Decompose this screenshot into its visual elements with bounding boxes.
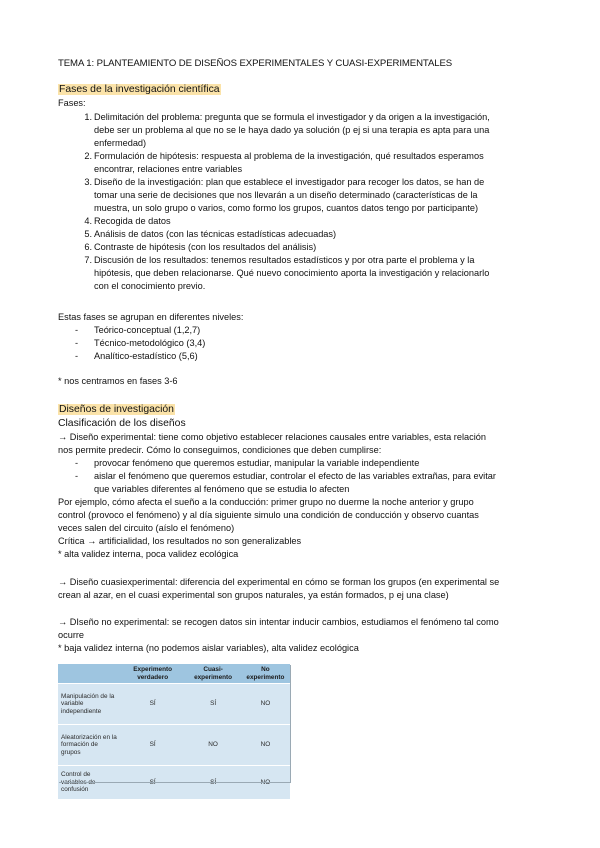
- condition-item: provocar fenómeno que queremos estudiar, manipular la variable independiente: [94, 458, 420, 468]
- table-cell: SÍ: [120, 766, 185, 800]
- list-item-line: Formulación de hipótesis: respuesta al problema de la investigación, qué resultados esperamos: [94, 151, 484, 161]
- list-item-line: Discusión de los resultados: tenemos resultados estadísticos y por otra parte el problema y la: [94, 255, 475, 265]
- list-item-line: Recogida de datos: [94, 216, 171, 226]
- table-row: [58, 725, 290, 766]
- row-label: Aleatorización en la formación de grupos: [58, 725, 120, 766]
- table-cell: NO: [241, 766, 290, 800]
- table-cell: SÍ: [120, 725, 185, 766]
- validity-note: * alta validez interna, poca validez ecológica: [58, 549, 239, 559]
- table-cell: NO: [241, 725, 290, 766]
- list-item-line: enfermedad): [94, 138, 147, 148]
- list-number: 5.: [84, 229, 92, 239]
- row-label: Manipulación de la variable independiente: [58, 684, 120, 725]
- highlighted-heading: Fases de la investigación científica: [59, 84, 220, 95]
- level-item: Teórico-conceptual (1,2,7): [94, 325, 201, 335]
- list-item-line: debe ser un problema al que no se le haya dado ya solución (p ej si una terapia es apta para una: [94, 125, 490, 135]
- table-cell: SÍ: [120, 684, 185, 725]
- table-cell: NO: [241, 684, 290, 725]
- list-item-line: Contraste de hipótesis (con los resultados del análisis): [94, 242, 317, 252]
- list-number: 7.: [84, 255, 92, 265]
- note-phases: * nos centramos en fases 3-6: [58, 376, 178, 386]
- condition-item: aislar el fenómeno que queremos estudiar, controlar el efecto de las variables extrañas, para evitar: [94, 471, 496, 481]
- list-item-line: con el conocimiento previo.: [94, 281, 206, 291]
- experimental-design-text: nos permite predecir. Cómo lo conseguimos, condiciones que deben cumplirse:: [58, 445, 382, 455]
- list-item-line: Diseño de la investigación: plan que establece el investigador para recoger los datos, se han de: [94, 177, 485, 187]
- validity-note: * baja validez interna (no podemos aislar variables), alta validez ecológica: [58, 643, 359, 653]
- list-item-line: encontrar, relaciones entre variables: [94, 164, 243, 174]
- bullet-dash: -: [75, 471, 79, 481]
- bullet-dash: -: [75, 338, 79, 348]
- section-heading-fases: [58, 83, 221, 96]
- table-header-cell: Experimento verdadero: [120, 664, 185, 684]
- row-label: Control de variables de confusión: [58, 766, 120, 800]
- condition-item: que variables diferentes al fenómeno que se estudia lo afecten: [94, 484, 350, 494]
- nonexp-design-text: → DIseño no experimental: se recogen datos sin intentar inducir cambios, estudiamos el fenómeno tal como: [58, 617, 499, 627]
- table-row: [58, 766, 290, 800]
- table-header-row: [58, 664, 290, 684]
- list-number: 4.: [84, 216, 92, 226]
- fases-intro: Fases:: [58, 98, 86, 108]
- example-text: Por ejemplo, cómo afecta el sueño a la conducción: primer grupo no duerme la noche anterior y grupo: [58, 497, 474, 507]
- quasi-design-text: → Diseño cuasiexperimental: diferencia del experimental en cómo se forman los grupos (en experimental se: [58, 577, 500, 587]
- section-heading-disenos: [58, 403, 175, 416]
- example-text: veces salen del circuito (aíslo el fenómeno): [58, 523, 235, 533]
- list-number: 2.: [84, 151, 92, 161]
- list-number: 1.: [84, 112, 92, 122]
- list-item-line: Análisis de datos (con las técnicas estadísticas adecuadas): [94, 229, 337, 239]
- table-row: [58, 684, 290, 725]
- document-title: TEMA 1: PLANTEAMIENTO DE DISEÑOS EXPERIMENTALES Y CUASI-EXPERIMENTALES: [58, 58, 453, 69]
- table-header-cell: Cuasi-experimento: [185, 664, 241, 684]
- critique-text: Crítica → artificialidad, los resultados no son generalizables: [58, 536, 302, 546]
- bullet-dash: -: [75, 325, 79, 335]
- list-item-line: muestra, un solo grupo o varios, como formo los grupos, cuantos datos tengo por participante): [94, 203, 479, 213]
- quasi-design-text: crean al azar, en el cuasi experimental son grupos naturales, ya están formados, p ej una clase): [58, 590, 449, 600]
- subheading-clasificacion: Clasificación de los diseños: [58, 418, 186, 429]
- comparison-table: [58, 664, 290, 799]
- list-number: 3.: [84, 177, 92, 187]
- table-cell: SÍ: [185, 766, 241, 800]
- table-cell: SÍ: [185, 684, 241, 725]
- level-item: Analítico-estadístico (5,6): [94, 351, 198, 361]
- bullet-dash: -: [75, 351, 79, 361]
- experimental-design-text: → Diseño experimental: tiene como objetivo establecer relaciones causales entre variables, esta relación: [58, 432, 486, 442]
- list-number: 6.: [84, 242, 92, 252]
- bullet-dash: -: [75, 458, 79, 468]
- table-header-cell: [58, 664, 120, 684]
- table-header-cell: No experimento: [241, 664, 290, 684]
- list-item-line: tomar una serie de decisiones que nos llevarán a un diseño determinado (características de la: [94, 190, 478, 200]
- example-text: control (provoco el fenómeno) y al día siguiente simulo una condición de conducción y observo cuantas: [58, 510, 479, 520]
- highlighted-heading: Diseños de investigación: [59, 404, 174, 415]
- levels-intro: Estas fases se agrupan en diferentes niveles:: [58, 312, 244, 322]
- level-item: Técnico-metodológico (3,4): [94, 338, 206, 348]
- list-item-line: hipótesis, que deben relacionarse. Qué nuevo conocimiento aporta la investigación y relacionarlo: [94, 268, 490, 278]
- table-cell: NO: [185, 725, 241, 766]
- nonexp-design-text: ocurre: [58, 630, 85, 640]
- list-item-line: Delimitación del problema: pregunta que se formula el investigador y da origen a la investigación,: [94, 112, 490, 122]
